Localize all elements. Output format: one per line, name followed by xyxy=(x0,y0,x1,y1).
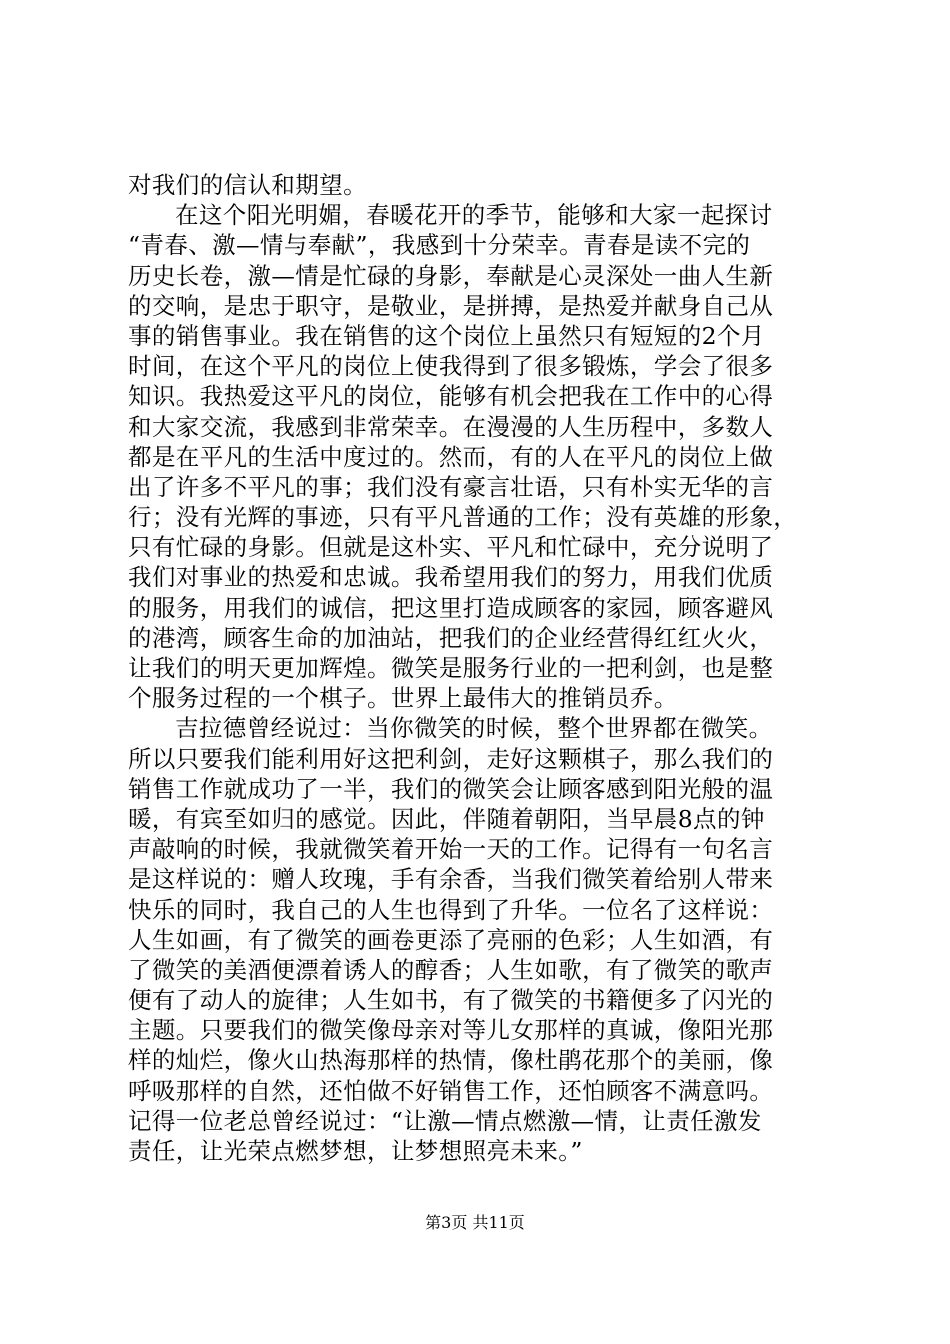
text-line: 都是在平凡的生活中度过的。然而，有的人在平凡的岗位上做 xyxy=(128,442,774,471)
text-line: 了微笑的美酒便漂着诱人的醇香；人生如歌，有了微笑的歌声 xyxy=(128,955,774,984)
text-line: 让我们的明天更加辉煌。微笑是服务行业的一把利剑，也是整 xyxy=(128,654,774,682)
text-line: 历史长卷，激—情是忙碌的身影，奉献是心灵深处一曲人生新 xyxy=(128,261,774,290)
text-line: 销售工作就成功了一半，我们的微笑会让顾客感到阳光般的温 xyxy=(128,774,774,803)
text-line: 在这个阳光明媚，春暖花开的季节，能够和大家一起探讨 xyxy=(175,201,773,230)
text-line: 出了许多不平凡的事；我们没有豪言壮语，只有朴实无华的言 xyxy=(128,472,774,501)
text-line: 记得一位老总曾经说过：“让激—情点燃激—情，让责任激发 xyxy=(128,1106,762,1135)
text-line: 对我们的信认和期望。 xyxy=(128,171,367,199)
text-line: 和大家交流，我感到非常荣幸。在漫漫的人生历程中，多数人 xyxy=(128,412,774,441)
text-line: 所以只要我们能利用好这把利剑，走好这颗棋子，那么我们的 xyxy=(128,744,774,773)
page-footer xyxy=(0,1213,950,1233)
text-line: 暖，有宾至如归的感觉。因此，伴随着朝阳，当早晨8点的钟 xyxy=(128,804,765,833)
text-line: 人生如画，有了微笑的画卷更添了亮丽的色彩；人生如酒，有 xyxy=(128,925,774,954)
text-line: 样的灿烂，像火山热海那样的热情，像杜鹃花那个的美丽，像 xyxy=(128,1046,774,1075)
text-line: 责任，让光荣点燃梦想，让梦想照亮未来。” xyxy=(128,1137,583,1165)
text-line: 只有忙碌的身影。但就是这朴实、平凡和忙碌中，充分说明了 xyxy=(128,533,774,562)
text-line: “青春、激—情与奉献”，我感到十分荣幸。青春是读不完的 xyxy=(128,231,751,260)
text-line: 是这样说的：赠人玫瑰，手有余香，当我们微笑着给别人带来 xyxy=(128,865,774,894)
text-line: 个服务过程的一个棋子。世界上最伟大的推销员乔。 xyxy=(128,684,678,713)
text-line: 的服务，用我们的诚信，把这里打造成顾客的家园，顾客避风 xyxy=(128,593,774,622)
text-line: 主题。只要我们的微笑像母亲对等儿女那样的真诚，像阳光那 xyxy=(128,1016,774,1045)
text-line: 我们对事业的热爱和忠诚。我希望用我们的努力，用我们优质 xyxy=(128,563,774,592)
text-line: 事的销售事业。我在销售的这个岗位上虽然只有短短的2个月 xyxy=(128,321,765,350)
text-line: 快乐的同时，我自己的人生也得到了升华。一位名了这样说： xyxy=(128,895,774,924)
page-number-label: 第3页 共11页 xyxy=(425,1213,525,1232)
text-line: 声敲响的时候，我就微笑着开始一天的工作。记得有一句名言 xyxy=(128,835,774,864)
text-line: 吉拉德曾经说过：当你微笑的时候，整个世界都在微笑。 xyxy=(175,714,773,743)
text-line: 知识。我热爱这平凡的岗位，能够有机会把我在工作中的心得 xyxy=(128,382,774,411)
body-text xyxy=(128,170,838,1166)
text-line: 便有了动人的旋律；人生如书，有了微笑的书籍便多了闪光的 xyxy=(128,986,774,1015)
text-line: 时间，在这个平凡的岗位上使我得到了很多锻炼，学会了很多 xyxy=(128,352,774,381)
text-line: 呼吸那样的自然，还怕做不好销售工作，还怕顾客不满意吗。 xyxy=(128,1076,774,1105)
text-line: 的港湾，顾客生命的加油站，把我们的企业经营得红红火火， xyxy=(128,623,774,652)
text-line: 的交响，是忠于职守，是敬业，是拼搏，是热爱并献身自己从 xyxy=(128,291,774,320)
text-line: 行；没有光辉的事迹，只有平凡普通的工作；没有英雄的形象， xyxy=(128,503,798,532)
